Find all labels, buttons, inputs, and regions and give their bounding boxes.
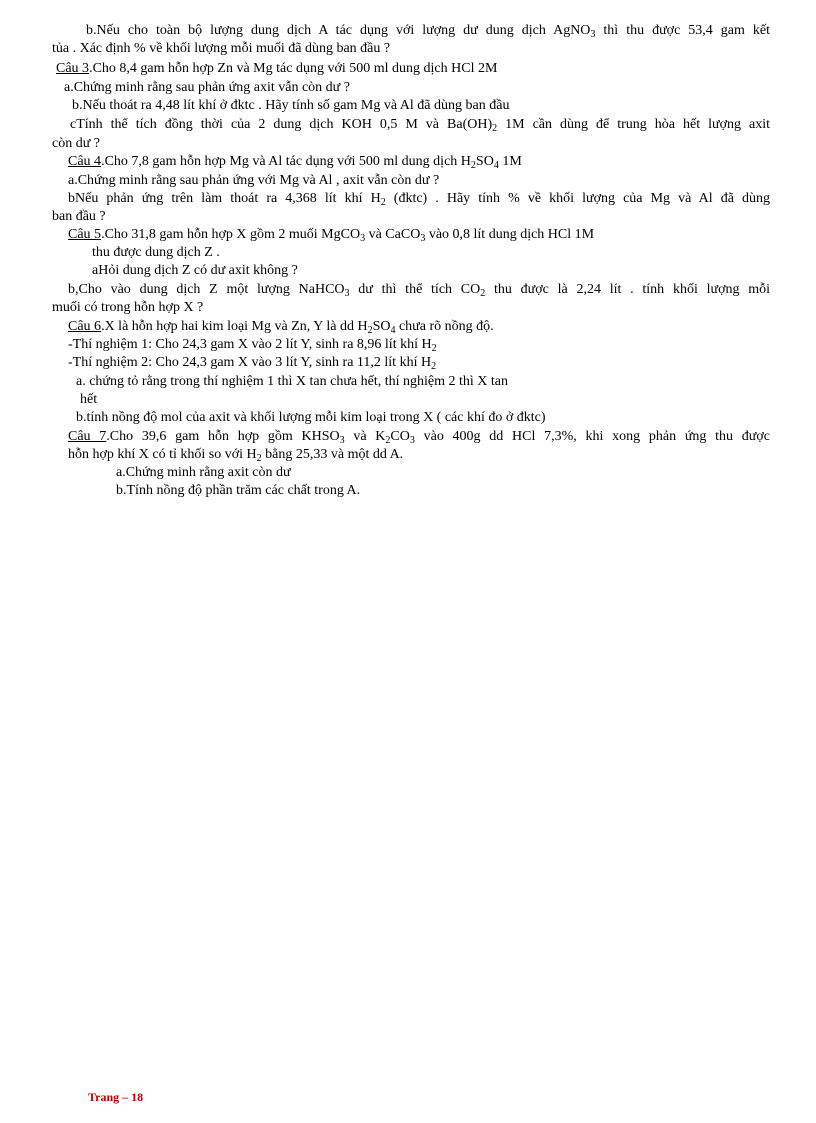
text-run: hết (80, 392, 98, 407)
text-line (116, 482, 360, 500)
text-run: a.Chứng minh rằng sau phản ứng với Mg và Al , axit vẫn còn dư ? (68, 173, 440, 188)
text-line (68, 318, 494, 336)
text-run: 1M (498, 154, 522, 169)
text-line (92, 262, 298, 280)
text-run: (đktc) . Hãy tính % về khối lượng của Mg và Al đã dùng (385, 191, 770, 206)
text-line (68, 354, 436, 372)
subscript: 3 (590, 29, 596, 40)
text-line (116, 464, 291, 482)
text-line (68, 190, 770, 208)
text-run: vào 0,8 lít dung dịch HCl 1M (425, 227, 595, 242)
text-line (76, 373, 508, 391)
text-line (72, 97, 509, 115)
text-line (68, 336, 437, 354)
text-line (76, 409, 546, 427)
text-run: và K (344, 429, 386, 444)
question-label: Câu 4 (68, 154, 102, 169)
subscript: 2 (380, 197, 386, 208)
text-line (52, 40, 390, 58)
text-line (80, 391, 97, 409)
text-run: b.tính nồng độ mol của axit và khối lượng mỗi kim loại trong X ( các khí đo ở đktc) (76, 410, 546, 425)
text-run: dư thì thể tích CO (349, 282, 481, 297)
text-line (56, 60, 497, 78)
subscript: 3 (344, 288, 350, 299)
text-run: b.Tính nồng độ phần trăm các chất trong A. (116, 483, 361, 498)
text-run: b.Nếu thoát ra 4,48 lít khí ở đktc . Hãy tính số gam Mg và Al đã dùng ban đầu (72, 98, 510, 113)
text-run: -Thí nghiệm 1: Cho 24,3 gam X vào 2 lít Y, sinh ra 8,96 lít khí H (68, 337, 432, 352)
text-run: .Cho 31,8 gam hỗn hợp X gồm 2 muối MgCO (101, 227, 361, 242)
text-run: hỗn hợp khí X có tỉ khối so với H (68, 447, 257, 462)
subscript: 2 (431, 361, 437, 372)
text-run: .Cho 8,4 gam hỗn hợp Zn và Mg tác dụng với 500 ml dung dịch HCl 2M (89, 61, 498, 76)
text-run: thu được dung dịch Z . (92, 245, 220, 260)
question-label: Câu 3 (56, 61, 90, 76)
text-run: a.Chứng minh rằng sau phản ứng axit vẫn còn dư ? (64, 80, 350, 95)
text-line (70, 116, 770, 134)
text-run: .Cho 39,6 gam hỗn hợp gồm KHSO (106, 429, 340, 444)
text-run: bNếu phản ứng trên làm thoát ra 4,368 lít khí H (68, 191, 381, 206)
text-line (68, 281, 770, 299)
subscript: 2 (367, 325, 373, 336)
text-line (64, 79, 350, 97)
question-label: Câu 6 (68, 319, 102, 334)
text-run: tủa . Xác định % về khối lượng mỗi muối đã dùng ban đầu ? (52, 41, 391, 56)
subscript: 2 (480, 288, 486, 299)
text-run: ban đầu ? (52, 209, 106, 224)
subscript: 2 (470, 160, 476, 171)
text-run: .Cho 7,8 gam hỗn hợp Mg và Al tác dụng với 500 ml dung dịch H (101, 154, 471, 169)
text-run: chưa rõ nồng độ. (395, 319, 494, 334)
subscript: 4 (493, 160, 499, 171)
text-run: vào 400g dd HCl 7,3%, khi xong phản ứng thu được (414, 429, 770, 444)
subscript: 4 (390, 325, 396, 336)
subscript: 2 (385, 435, 391, 446)
text-line (52, 299, 203, 317)
question-label: Câu 5 (68, 227, 102, 242)
text-run: SO (372, 319, 391, 334)
subscript: 3 (360, 233, 366, 244)
text-run: .X là hỗn hợp hai kim loại Mg và Zn, Y là dd H (101, 319, 368, 334)
page-number-footer: Trang – 18 (88, 1090, 144, 1104)
text-run: thì thu được 53,4 gam kết (595, 23, 770, 38)
subscript: 3 (409, 435, 415, 446)
subscript: 3 (420, 233, 426, 244)
text-run: aHỏi dung dịch Z có dư axit không ? (92, 263, 298, 278)
subscript: 2 (492, 123, 498, 134)
text-run: a.Chứng minh rằng axit còn dư (116, 465, 291, 480)
text-run: a. chứng tỏ rằng trong thí nghiệm 1 thì X tan chưa hết, thí nghiệm 2 thì X tan (76, 374, 508, 389)
text-line (68, 153, 522, 171)
text-line (68, 172, 439, 190)
subscript: 2 (431, 343, 437, 354)
text-line (92, 244, 220, 262)
text-run: -Thí nghiệm 2: Cho 24,3 gam X vào 3 lít Y, sinh ra 11,2 lít khí H (68, 355, 432, 370)
text-line (86, 22, 770, 40)
text-run: cTính thể tích đồng thời của 2 dung dịch KOH 0,5 M và Ba(OH) (70, 117, 493, 132)
text-run: SO (475, 154, 494, 169)
subscript: 3 (339, 435, 345, 446)
text-line (52, 135, 100, 153)
text-run: và CaCO (365, 227, 421, 242)
text-line (68, 226, 594, 244)
text-run: thu được là 2,24 lít . tính khối lượng mỗi (485, 282, 770, 297)
text-line (52, 208, 106, 226)
text-run: còn dư ? (52, 136, 101, 151)
subscript: 2 (256, 453, 262, 464)
text-run: CO (390, 429, 410, 444)
text-run: muối có trong hỗn hợp X ? (52, 300, 204, 315)
question-label: Câu 7 (68, 429, 107, 444)
text-run: b,Cho vào dung dịch Z một lượng NaHCO (68, 282, 345, 297)
text-run: b.Nếu cho toàn bộ lượng dung dịch A tác dụng với lượng dư dung dịch AgNO (86, 23, 591, 38)
text-run: 1M cần dùng để trung hòa hết lượng axit (497, 117, 770, 132)
text-line (68, 446, 403, 464)
text-line (68, 428, 770, 446)
text-run: bằng 25,33 và một dd A. (261, 447, 404, 462)
